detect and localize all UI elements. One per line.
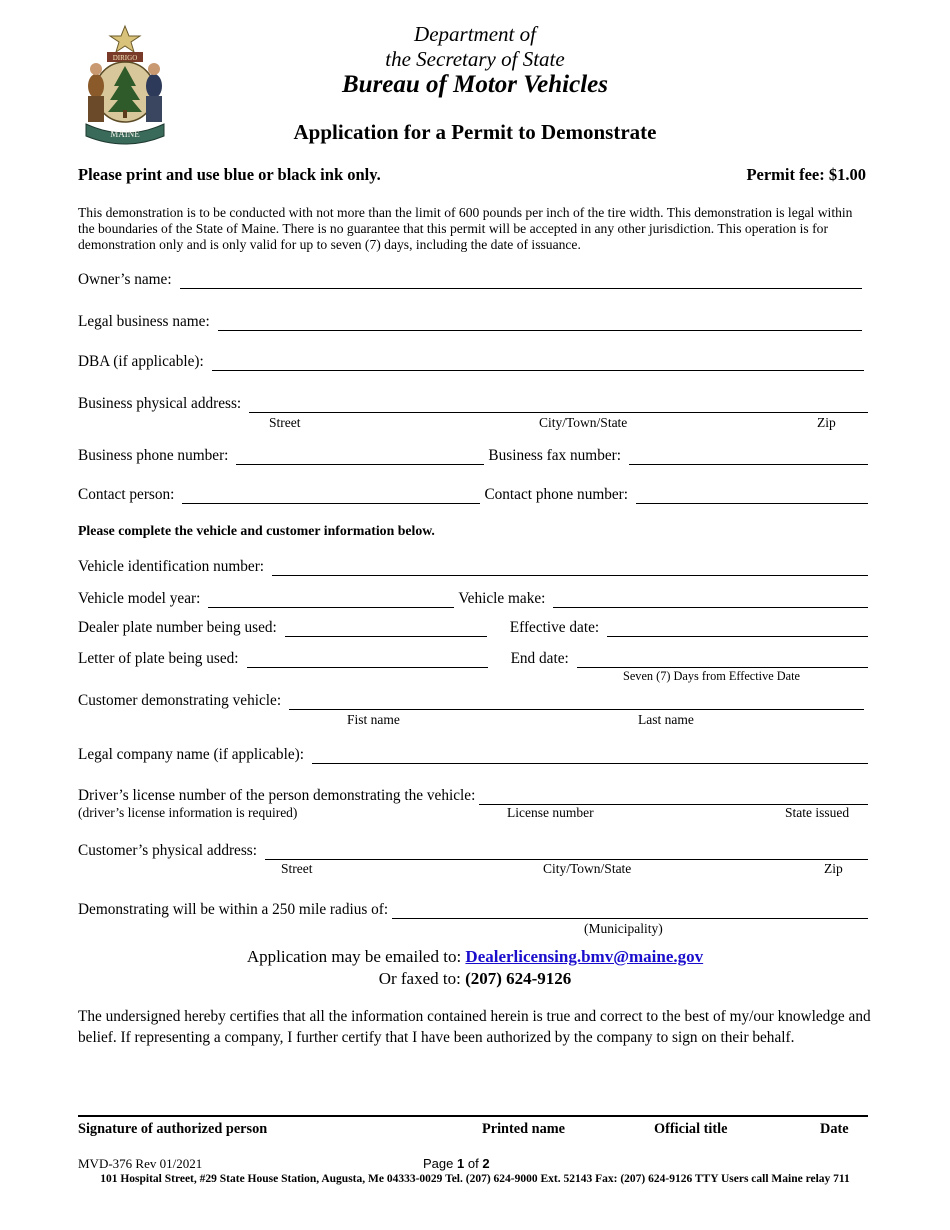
letter-plate-label: Letter of plate being used:: [78, 650, 239, 667]
first-name-caption: Fist name: [347, 712, 400, 727]
vehicle-section-heading: Please complete the vehicle and customer information below.: [78, 523, 435, 538]
customer-zip-caption: Zip: [824, 861, 843, 876]
customer-row: [78, 692, 868, 710]
dba-row: [78, 353, 868, 371]
ink-instructions: Please print and use blue or black ink only.: [78, 165, 381, 184]
legal-company-label: Legal company name (if applicable):: [78, 746, 304, 763]
contact-row: [78, 486, 868, 504]
customer-street-caption: Street: [281, 861, 313, 876]
drivers-license-note: (driver’s license information is required): [78, 805, 298, 820]
business-fax-field[interactable]: [629, 450, 868, 465]
certification-statement: The undersigned hereby certifies that all the information contained herein is true and correct to the best of my/our knowledge and belief. If representing a company, I further certify that I have been authorized by the company to sign on their behalf.: [78, 1008, 871, 1046]
legal-business-row: [78, 313, 868, 331]
signature-line[interactable]: [78, 1115, 868, 1117]
municipality-caption: (Municipality): [584, 921, 663, 936]
business-phone-label: Business phone number:: [78, 447, 229, 464]
license-number-caption: License number: [507, 805, 594, 820]
vin-field[interactable]: [272, 561, 868, 576]
business-city-caption: City/Town/State: [539, 415, 628, 430]
dba-field[interactable]: [212, 356, 864, 371]
effective-date-field[interactable]: [607, 622, 868, 637]
legal-business-label: Legal business name:: [78, 313, 210, 330]
municipality-field[interactable]: [392, 904, 868, 919]
state-issued-caption: State issued: [785, 805, 850, 820]
fax-prefix: Or faxed to:: [378, 969, 461, 988]
printed-name-label: Printed name: [482, 1121, 565, 1137]
model-year-row: [78, 590, 868, 608]
dealer-plate-label: Dealer plate number being used:: [78, 619, 277, 636]
model-year-label: Vehicle model year:: [78, 590, 201, 607]
dba-label: DBA (if applicable):: [78, 353, 204, 370]
business-zip-caption: Zip: [817, 415, 836, 430]
business-phone-field[interactable]: [236, 450, 484, 465]
customer-address-field[interactable]: [265, 845, 868, 860]
last-name-caption: Last name: [638, 712, 694, 727]
business-phone-row: [78, 447, 868, 465]
business-fax-label: Business fax number:: [488, 447, 621, 464]
customer-label: Customer demonstrating vehicle:: [78, 692, 282, 709]
contact-person-field[interactable]: [182, 489, 480, 504]
customer-name-field[interactable]: [289, 695, 864, 710]
letter-plate-row: [78, 650, 868, 668]
model-year-field[interactable]: [208, 593, 454, 608]
contact-phone-label: Contact phone number:: [484, 486, 629, 503]
effective-date-label: Effective date:: [509, 619, 600, 636]
legal-company-field[interactable]: [312, 749, 868, 764]
business-address-row: [78, 395, 868, 413]
customer-city-caption: City/Town/State: [543, 861, 632, 876]
end-date-field[interactable]: [577, 653, 868, 668]
contact-person-label: Contact person:: [78, 486, 175, 503]
email-prefix: Application may be emailed to:: [246, 947, 462, 966]
form-id: MVD-376 Rev 01/2021: [78, 1156, 203, 1171]
drivers-license-field[interactable]: [479, 790, 868, 805]
vehicle-make-field[interactable]: [553, 593, 868, 608]
department-line-2: the Secretary of State: [385, 47, 565, 71]
page-number: Page 1 of 2: [423, 1156, 490, 1171]
vin-label: Vehicle identification number:: [78, 558, 265, 575]
radius-row: [78, 901, 868, 919]
vin-row: [78, 558, 868, 576]
owner-name-label: Owner’s name:: [78, 271, 172, 288]
intro-paragraph: This demonstration is to be conducted with not more than the limit of 600 pounds per inch of the tire width. This demonstration is legal within the boundaries of the State of Maine. There is no guarantee that this permit will be accepted in any other jurisdiction. This operation is for demonstration only and is only valid for up to seven (7) days, including the date of issuance.: [78, 205, 853, 252]
dealer-plate-field[interactable]: [285, 622, 487, 637]
business-address-label: Business physical address:: [78, 395, 242, 412]
date-label: Date: [820, 1121, 849, 1137]
fax-line: [0, 969, 950, 989]
email-link[interactable]: Dealerlicensing.bmv@maine.gov: [465, 947, 704, 966]
department-line-1: Department of: [414, 22, 536, 46]
drivers-license-label: Driver’s license number of the person demonstrating the vehicle:: [78, 787, 476, 804]
customer-address-label: Customer’s physical address:: [78, 842, 258, 859]
business-street-caption: Street: [269, 415, 301, 430]
email-line: [0, 947, 950, 967]
permit-fee: Permit fee: $1.00: [746, 165, 866, 184]
end-date-label: End date:: [510, 650, 569, 667]
form-title: Application for a Permit to Demonstrate: [293, 120, 657, 144]
business-address-field[interactable]: [249, 398, 868, 413]
fax-number: (207) 624-9126: [465, 969, 572, 988]
signature-label: Signature of authorized person: [78, 1121, 268, 1137]
svg-text:DIRIGO: DIRIGO: [112, 54, 138, 62]
owner-name-row: [78, 271, 868, 289]
bureau-name: Bureau of Motor Vehicles: [341, 71, 608, 98]
vehicle-make-label: Vehicle make:: [458, 590, 546, 607]
contact-phone-field[interactable]: [636, 489, 868, 504]
legal-company-row: [78, 746, 868, 764]
letter-plate-field[interactable]: [247, 653, 488, 668]
radius-label: Demonstrating will be within a 250 mile radius of:: [78, 901, 389, 918]
official-title-label: Official title: [654, 1121, 728, 1137]
dealer-plate-row: [78, 619, 868, 637]
svg-text:MAINE: MAINE: [110, 129, 140, 139]
legal-business-field[interactable]: [218, 316, 862, 331]
customer-address-row: [78, 842, 868, 860]
owner-name-field[interactable]: [180, 274, 862, 289]
drivers-license-row: [78, 787, 868, 805]
end-date-note: Seven (7) Days from Effective Date: [623, 669, 800, 683]
footer-address: 101 Hospital Street, #29 State House Station, Augusta, Me 04333-0029 Tel. (207) 624-9000 Ext. 52143 Fax: (207) 624-9126 TTY Users call Maine relay 711: [100, 1173, 850, 1185]
